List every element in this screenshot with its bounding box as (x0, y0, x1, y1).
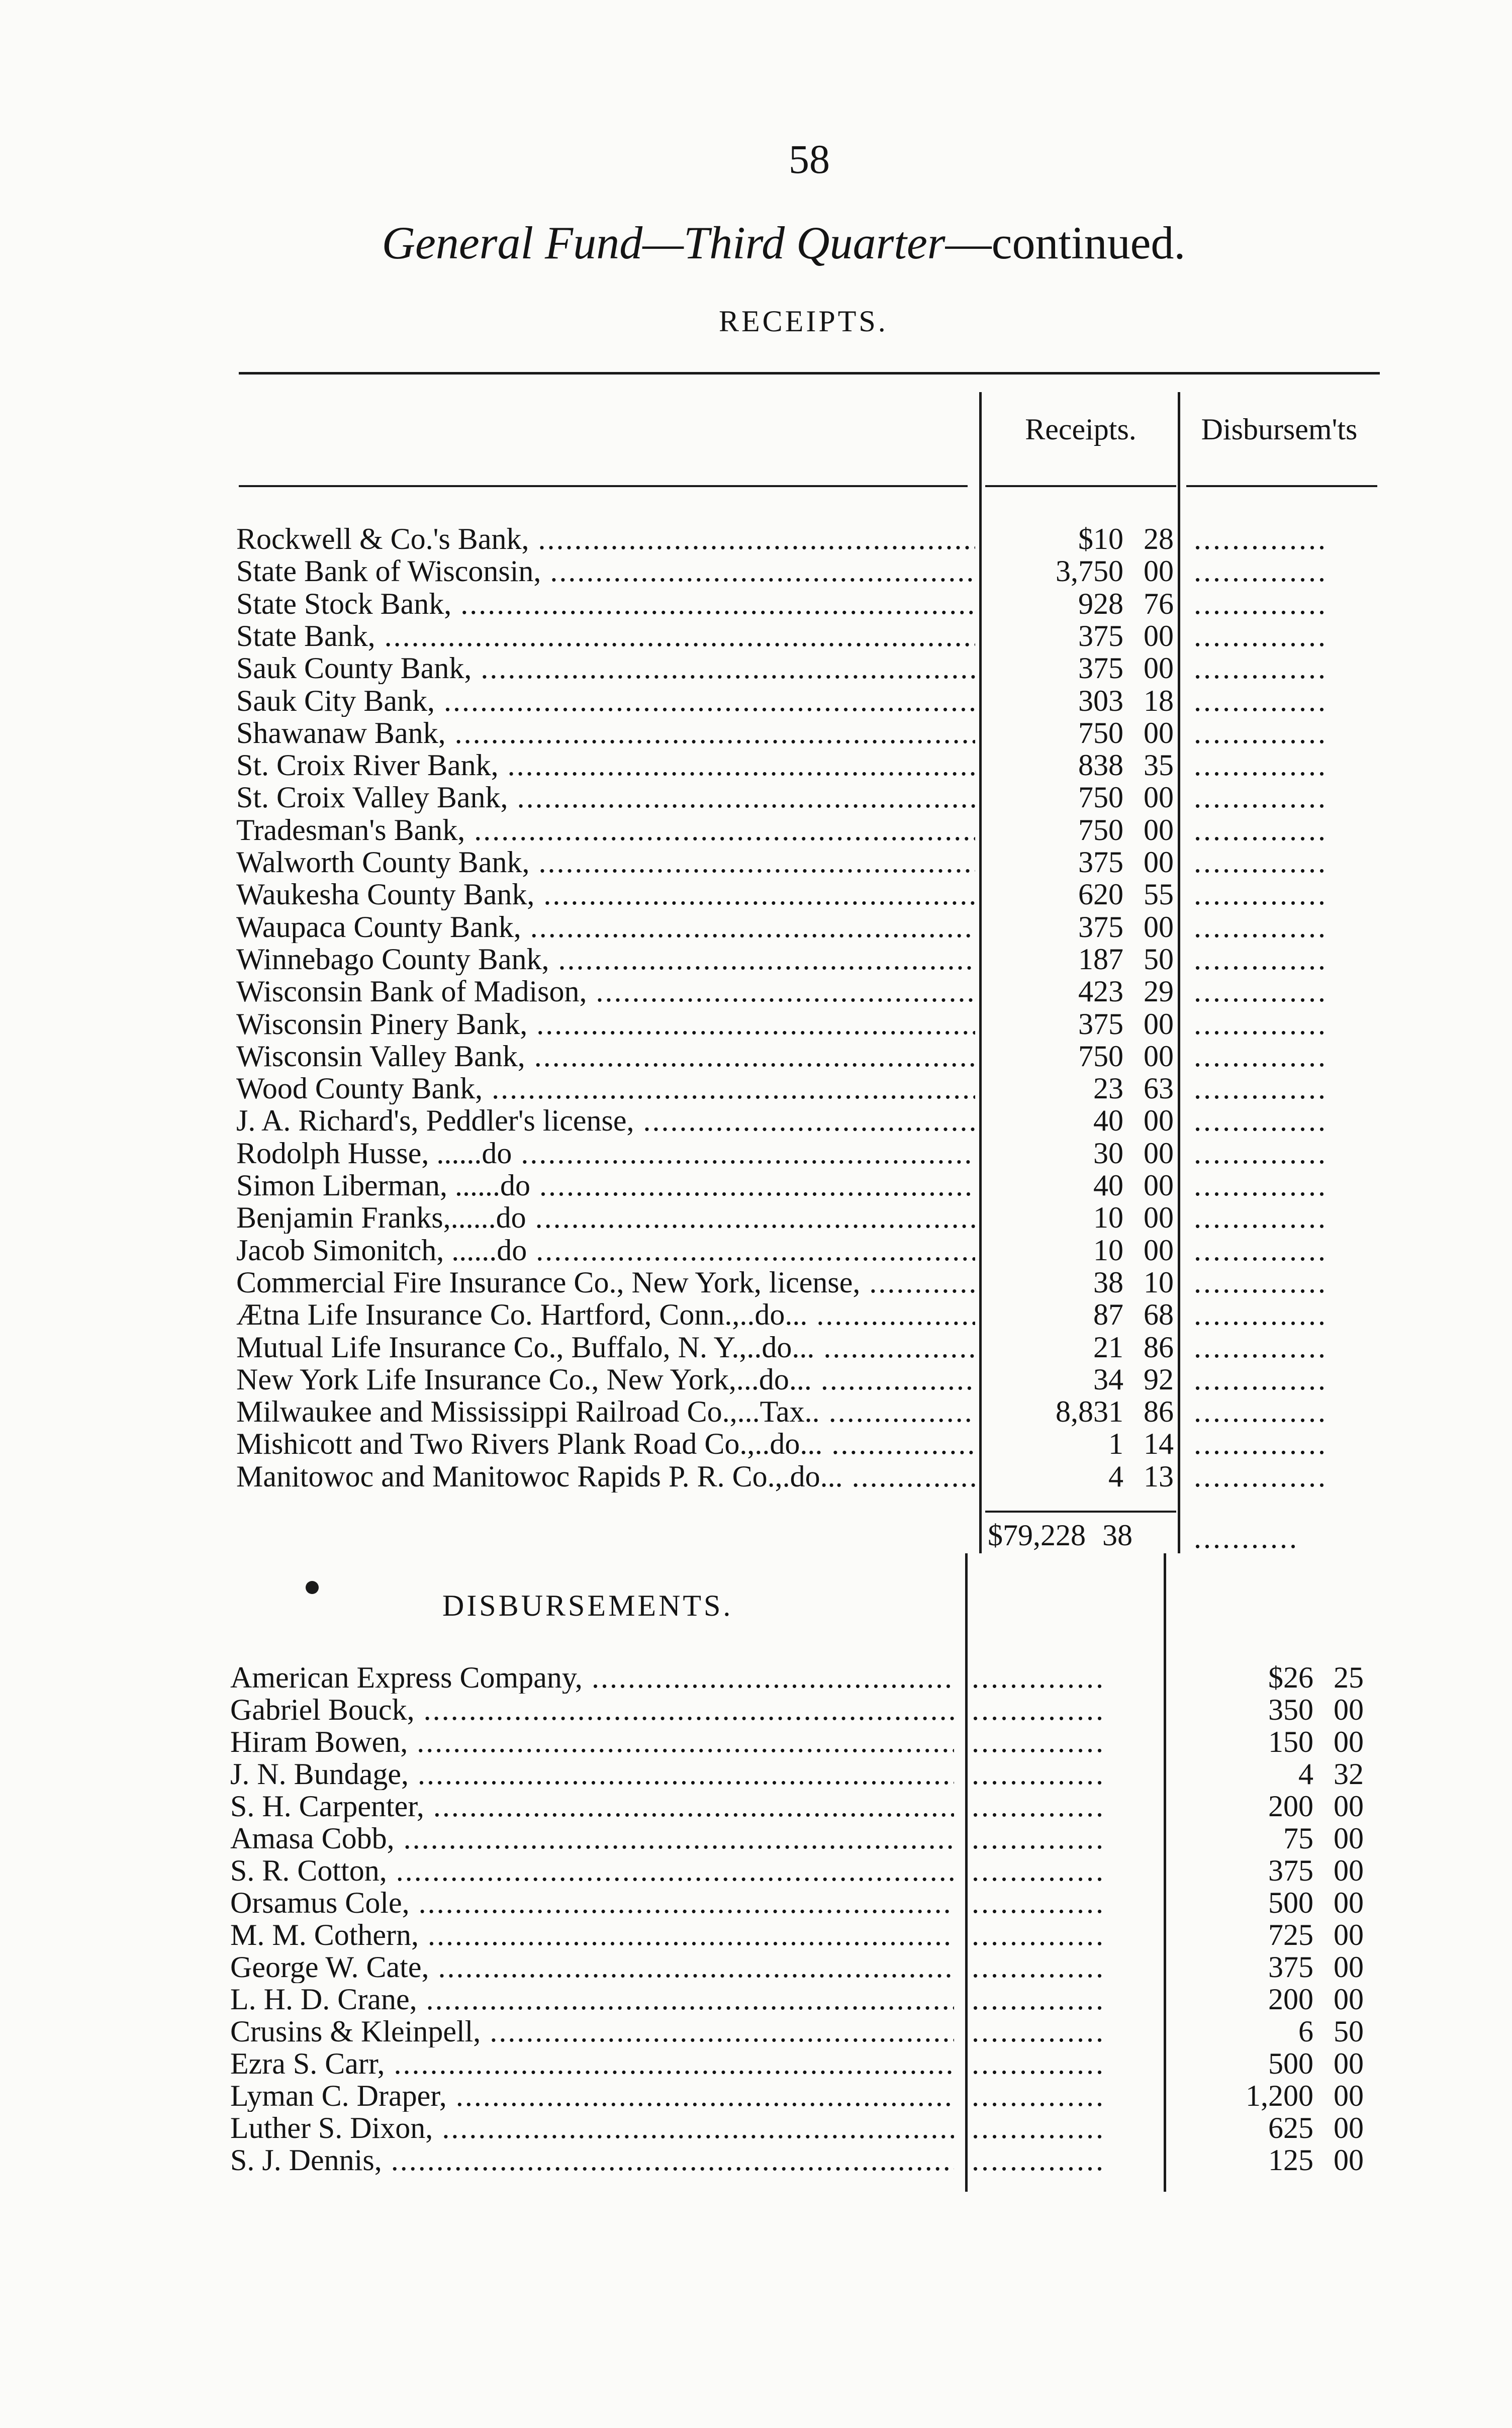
table-row (236, 588, 1382, 620)
row-name: Rodolph Husse, ......do ..... (236, 1137, 975, 1169)
row-amount (1188, 1983, 1379, 2015)
amount-cents: 00 (1334, 2111, 1364, 2144)
amount-cents: 00 (1144, 1201, 1174, 1235)
leader-dots: .............. (1194, 587, 1328, 620)
row-amount (1188, 1661, 1379, 1694)
amount-dollars: 303 (1078, 684, 1123, 717)
leader-dots: .............. (1194, 1072, 1328, 1105)
table-row (236, 1201, 1382, 1234)
row-name: Shawanaw Bank, ..... (236, 717, 975, 749)
amount-cents: 00 (1334, 2047, 1364, 2080)
amount-cents: 14 (1144, 1427, 1174, 1461)
row-name: George W. Cate, ..... (230, 1951, 954, 1983)
leader-dots: .............. (1194, 781, 1328, 814)
row-name: State Bank of Wisconsin, ..... (236, 555, 975, 587)
row-amount (1188, 1822, 1379, 1854)
row-name: S. R. Cotton, ..... (230, 1854, 954, 1887)
amount-cents: 00 (1144, 1233, 1174, 1267)
receipts-column-header: Receipts. (1025, 413, 1137, 446)
table-row (236, 781, 1382, 813)
amount-cents: 00 (1144, 846, 1174, 879)
amount-dollars: 375 (1268, 1854, 1313, 1887)
table-row (236, 1104, 1382, 1137)
row-amount (1188, 2144, 1379, 2176)
row-name: Wood County Bank, ..... (236, 1072, 975, 1104)
row-name: Sauk City Bank, ..... (236, 685, 975, 717)
header-rule-receipts (985, 485, 1176, 487)
amount-dollars: 625 (1268, 2111, 1313, 2144)
leader-dots: .............. (1194, 1234, 1328, 1266)
table-row (236, 749, 1382, 781)
row-name: Wisconsin Bank of Madison, ..... (236, 975, 975, 1007)
top-rule (239, 372, 1380, 375)
row-amount (1188, 1726, 1379, 1758)
amount-dollars: 928 (1078, 587, 1123, 620)
amount-dollars: 375 (1078, 1007, 1123, 1041)
amount-cents: 28 (1144, 522, 1174, 555)
leader-dots: .............. (972, 1694, 1105, 1726)
table-row (236, 1040, 1382, 1072)
leader-dots: .............. (972, 1790, 1105, 1822)
amount-dollars: 838 (1078, 749, 1123, 782)
leader-dots: .............. (972, 1854, 1105, 1887)
amount-dollars: 620 (1078, 878, 1123, 911)
table-row (236, 1460, 1382, 1492)
leader-dots: .............. (1194, 1331, 1328, 1363)
amount-dollars: 10 (1093, 1233, 1123, 1267)
amount-dollars: 187 (1078, 942, 1123, 976)
amount-dollars: 150 (1268, 1725, 1313, 1758)
amount-dollars: 30 (1093, 1136, 1123, 1170)
amount-cents: 00 (1144, 1007, 1174, 1041)
amount-cents: 00 (1334, 1693, 1364, 1726)
row-name: Ezra S. Carr, ..... (230, 2047, 954, 2080)
row-amount (1188, 2112, 1379, 2144)
table-row (230, 1790, 1376, 1822)
header-rule-disbursements (1186, 485, 1377, 487)
table-row (236, 685, 1382, 717)
table-row (230, 2112, 1376, 2144)
table-row (236, 1072, 1382, 1104)
row-name: Hiram Bowen, ..... (230, 1726, 954, 1758)
amount-cents: 50 (1144, 942, 1174, 976)
leader-dots: .............. (1194, 1298, 1328, 1331)
amount-dollars: 200 (1268, 1983, 1313, 2016)
row-name: Tradesman's Bank, ..... (236, 814, 975, 846)
total-disbursements-dots: ........... (1194, 1521, 1299, 1554)
amount-dollars: 375 (1078, 619, 1123, 652)
title-roman: —continued. (945, 217, 1186, 268)
amount-cents: 92 (1144, 1362, 1174, 1396)
receipts-heading: RECEIPTS. (719, 305, 888, 338)
amount-cents: 00 (1334, 1918, 1364, 1951)
table-row (230, 1983, 1376, 2015)
amount-dollars: $26 (1268, 1661, 1313, 1694)
leader-dots: .............. (1194, 1137, 1328, 1169)
row-name: Sauk County Bank, ..... (236, 652, 975, 684)
leader-dots: .............. (1194, 555, 1328, 588)
amount-cents: 00 (1144, 1169, 1174, 1202)
amount-dollars: 750 (1078, 1039, 1123, 1073)
row-amount (1188, 2015, 1379, 2047)
table-row (230, 1694, 1376, 1726)
table-row (236, 943, 1382, 975)
table-row (236, 814, 1382, 846)
row-name: Walworth County Bank, ..... (236, 846, 975, 878)
row-name: Waupaca County Bank, ..... (236, 911, 975, 943)
amount-dollars: 10 (1093, 1201, 1123, 1235)
table-row (230, 2047, 1376, 2080)
row-name: Manitowoc and Manitowoc Rapids P. R. Co.,.do... ..... (236, 1460, 975, 1492)
receipts-total-dollars: $79,228 (988, 1519, 1086, 1552)
leader-dots: .............. (972, 1919, 1105, 1951)
amount-dollars: 40 (1093, 1104, 1123, 1138)
leader-dots: .............. (1194, 1428, 1328, 1460)
amount-cents: 86 (1144, 1395, 1174, 1429)
leader-dots: .............. (1194, 813, 1328, 846)
leader-dots: .............. (972, 1887, 1105, 1919)
row-name: Gabriel Bouck, ..... (230, 1694, 954, 1726)
table-row (236, 1169, 1382, 1201)
amount-cents: 18 (1144, 684, 1174, 717)
table-row (236, 1234, 1382, 1266)
row-name: Amasa Cobb, ..... (230, 1822, 954, 1854)
leader-dots: .............. (1194, 652, 1328, 685)
leader-dots: .............. (1194, 716, 1328, 749)
leader-dots: .............. (972, 1726, 1105, 1758)
amount-cents: 00 (1334, 1725, 1364, 1758)
leader-dots: .............. (1194, 523, 1328, 555)
amount-cents: 00 (1144, 554, 1174, 588)
leader-dots: .............. (1194, 749, 1328, 782)
leader-dots: .............. (972, 2080, 1105, 2112)
row-name: Commercial Fire Insurance Co., New York, license, ..... (236, 1266, 975, 1298)
amount-cents: 76 (1144, 587, 1174, 620)
row-name: Luther S. Dixon, ..... (230, 2112, 954, 2144)
leader-dots: .............. (1194, 1266, 1328, 1298)
row-amount (1188, 1951, 1379, 1983)
table-row (236, 523, 1382, 555)
leader-dots: .............. (972, 1758, 1105, 1790)
receipts-total (988, 1518, 1132, 1553)
amount-dollars: 8,831 (1056, 1395, 1123, 1429)
table-row (236, 1137, 1382, 1169)
amount-dollars: 1 (1108, 1427, 1123, 1461)
row-amount (1188, 1887, 1379, 1919)
table-row (236, 1298, 1382, 1331)
row-name: St. Croix Valley Bank, ..... (236, 781, 975, 813)
amount-dollars: 750 (1078, 781, 1123, 814)
amount-dollars: 4 (1298, 1757, 1313, 1791)
leader-dots: .............. (1194, 1007, 1328, 1040)
table-row (230, 1951, 1376, 1983)
amount-cents: 13 (1144, 1459, 1174, 1493)
amount-cents: 00 (1144, 1039, 1174, 1073)
leader-dots: .............. (972, 1951, 1105, 1983)
table-row (236, 1266, 1382, 1298)
amount-cents: 00 (1144, 910, 1174, 944)
bullet-mark (306, 1581, 319, 1594)
table-row (236, 1008, 1382, 1040)
leader-dots: .............. (1194, 1104, 1328, 1137)
row-amount (1188, 2080, 1379, 2112)
amount-dollars: 75 (1283, 1822, 1313, 1855)
amount-dollars: 200 (1268, 1790, 1313, 1823)
disbursements-column-header: Disbursem'ts (1201, 413, 1358, 446)
row-amount (1188, 1854, 1379, 1887)
amount-dollars: 500 (1268, 1886, 1313, 1919)
receipts-total-cents: 38 (1102, 1519, 1132, 1552)
leader-dots: .............. (1194, 684, 1328, 717)
row-name: State Stock Bank, ..... (236, 588, 975, 620)
row-name: Jacob Simonitch, ......do ..... (236, 1234, 975, 1266)
row-name: Milwaukee and Mississippi Railroad Co.,...Tax.. ..... (236, 1395, 975, 1428)
row-name: Simon Liberman, ......do ..... (236, 1169, 975, 1201)
amount-cents: 55 (1144, 878, 1174, 911)
amount-cents: 00 (1144, 813, 1174, 847)
table-row (230, 1854, 1376, 1887)
row-name: Mishicott and Two Rivers Plank Road Co.,..do... ..... (236, 1428, 975, 1460)
amount-dollars: 375 (1078, 846, 1123, 879)
row-name: Orsamus Cole, ..... (230, 1887, 954, 1919)
amount-cents: 50 (1334, 2015, 1364, 2048)
leader-dots: .............. (1194, 1169, 1328, 1201)
leader-dots: .............. (1194, 619, 1328, 652)
leader-dots: .............. (1194, 1040, 1328, 1072)
table-row (236, 620, 1382, 652)
title-italic: General Fund—Third Quarter (382, 217, 946, 268)
amount-dollars: 38 (1093, 1265, 1123, 1299)
amount-cents: 35 (1144, 749, 1174, 782)
table-row (236, 717, 1382, 749)
row-amount (1188, 1790, 1379, 1822)
leader-dots: .............. (972, 2015, 1105, 2047)
leader-dots: .............. (972, 1983, 1105, 2015)
amount-cents: 00 (1334, 1983, 1364, 2016)
row-name: Winnebago County Bank, ..... (236, 943, 975, 975)
page-number: 58 (789, 136, 830, 182)
table-row (230, 1758, 1376, 1790)
table-row (236, 846, 1382, 878)
amount-dollars: 3,750 (1056, 554, 1123, 588)
page-title (0, 216, 1512, 269)
amount-dollars: 34 (1093, 1362, 1123, 1396)
amount-cents: 00 (1144, 1104, 1174, 1138)
leader-dots: .............. (1194, 943, 1328, 975)
row-name: L. H. D. Crane, ..... (230, 1983, 954, 2015)
row-amount (1188, 1919, 1379, 1951)
leader-dots: .............. (1194, 846, 1328, 878)
leader-dots: .............. (1194, 1363, 1328, 1395)
amount-dollars: 21 (1093, 1330, 1123, 1364)
leader-dots: .............. (1194, 975, 1328, 1008)
table-row (230, 1661, 1376, 1694)
amount-cents: 00 (1334, 1950, 1364, 1984)
amount-cents: 00 (1334, 1854, 1364, 1887)
leader-dots: .............. (1194, 910, 1328, 943)
amount-cents: 00 (1334, 1822, 1364, 1855)
amount-cents: 00 (1334, 1886, 1364, 1919)
amount-cents: 32 (1334, 1757, 1364, 1791)
amount-dollars: 1,200 (1246, 2079, 1313, 2112)
leader-dots: .............. (972, 1822, 1105, 1854)
amount-cents: 00 (1334, 2143, 1364, 2177)
table-row (230, 1822, 1376, 1854)
amount-dollars: 350 (1268, 1693, 1313, 1726)
amount-dollars: 4 (1108, 1459, 1123, 1493)
leader-dots: .............. (1194, 1201, 1328, 1234)
row-amount (1188, 1694, 1379, 1726)
leader-dots: .............. (972, 2144, 1105, 2176)
amount-cents: 86 (1144, 1330, 1174, 1364)
amount-cents: 00 (1144, 619, 1174, 652)
amount-dollars: 375 (1268, 1950, 1313, 1984)
row-amount (1188, 1758, 1379, 1790)
amount-dollars: 375 (1078, 910, 1123, 944)
disbursements-heading: DISBURSEMENTS. (442, 1589, 733, 1622)
row-name: Benjamin Franks,......do ..... (236, 1201, 975, 1234)
table-row (236, 1395, 1382, 1428)
table-row (230, 2144, 1376, 2176)
table-row (230, 1887, 1376, 1919)
amount-dollars: 725 (1268, 1918, 1313, 1951)
row-name: Lyman C. Draper, ..... (230, 2080, 954, 2112)
amount-dollars: 750 (1078, 813, 1123, 847)
row-name: Mutual Life Insurance Co., Buffalo, N. Y.,..do... ..... (236, 1331, 975, 1363)
amount-dollars: 125 (1268, 2143, 1313, 2177)
row-name: State Bank, ..... (236, 620, 975, 652)
total-rule (985, 1511, 1176, 1513)
amount-dollars: 40 (1093, 1169, 1123, 1202)
amount-cents: 25 (1334, 1661, 1364, 1694)
row-name: Rockwell & Co.'s Bank, ..... (236, 523, 975, 555)
amount-dollars: $10 (1078, 522, 1123, 555)
row-name: M. M. Cothern, ..... (230, 1919, 954, 1951)
table-row (230, 2015, 1376, 2047)
table-row (236, 1428, 1382, 1460)
row-name: American Express Company, ..... (230, 1661, 954, 1694)
table-row (236, 1331, 1382, 1363)
amount-dollars: 6 (1298, 2015, 1313, 2048)
amount-cents: 29 (1144, 975, 1174, 1008)
row-name: Wisconsin Valley Bank, ..... (236, 1040, 975, 1072)
table-row (230, 1919, 1376, 1951)
row-name: S. J. Dennis, ..... (230, 2144, 954, 2176)
table-row (236, 975, 1382, 1007)
row-name: St. Croix River Bank, ..... (236, 749, 975, 781)
leader-dots: .............. (1194, 1395, 1328, 1428)
table-row (230, 2080, 1376, 2112)
amount-cents: 00 (1334, 1790, 1364, 1823)
amount-cents: 10 (1144, 1265, 1174, 1299)
amount-dollars: 87 (1093, 1298, 1123, 1332)
leader-dots: .............. (972, 1661, 1105, 1694)
row-name: Ætna Life Insurance Co. Hartford, Conn.,..do... ..... (236, 1298, 975, 1331)
row-name: Waukesha County Bank, ..... (236, 878, 975, 910)
amount-cents: 00 (1334, 2079, 1364, 2112)
table-row (236, 878, 1382, 910)
amount-cents: 00 (1144, 781, 1174, 814)
table-row (236, 1363, 1382, 1395)
row-name: New York Life Insurance Co., New York,...do... ..... (236, 1363, 975, 1395)
leader-dots: .............. (1194, 1460, 1328, 1492)
amount-dollars: 375 (1078, 651, 1123, 685)
header-rule-name (239, 485, 968, 487)
row-amount (1188, 2047, 1379, 2080)
table-row (230, 1726, 1376, 1758)
table-row (236, 911, 1382, 943)
amount-cents: 68 (1144, 1298, 1174, 1332)
amount-dollars: 423 (1078, 975, 1123, 1008)
amount-cents: 00 (1144, 651, 1174, 685)
amount-dollars: 23 (1093, 1072, 1123, 1105)
row-name: S. H. Carpenter, ..... (230, 1790, 954, 1822)
table-row (236, 652, 1382, 684)
leader-dots: .............. (1194, 878, 1328, 911)
amount-cents: 00 (1144, 716, 1174, 750)
leader-dots: .............. (972, 2047, 1105, 2080)
amount-cents: 63 (1144, 1072, 1174, 1105)
row-name: Crusins & Kleinpell, ..... (230, 2015, 954, 2047)
leader-dots: .............. (972, 2112, 1105, 2144)
amount-dollars: 500 (1268, 2047, 1313, 2080)
row-name: J. N. Bundage, ..... (230, 1758, 954, 1790)
row-name: Wisconsin Pinery Bank, ..... (236, 1008, 975, 1040)
row-name: J. A. Richard's, Peddler's license, ..... (236, 1104, 975, 1137)
amount-cents: 00 (1144, 1136, 1174, 1170)
table-row (236, 555, 1382, 587)
amount-dollars: 750 (1078, 716, 1123, 750)
